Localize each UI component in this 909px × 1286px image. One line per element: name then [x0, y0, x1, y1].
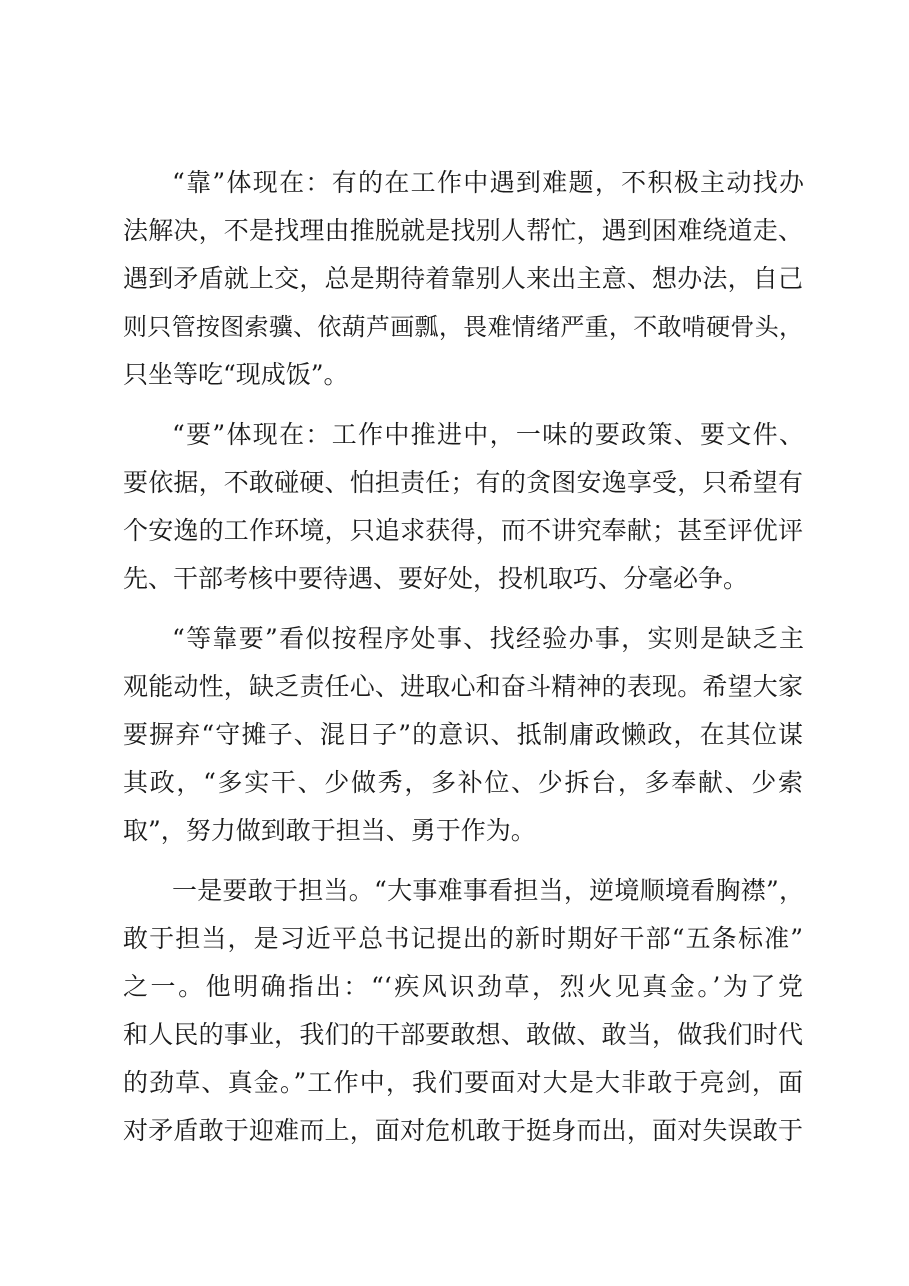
paragraph-1-line-1: “靠”体现在：有的在工作中遇到难题，不积极主动找办	[172, 168, 804, 197]
paragraph-3-line-3: 要摒弃“守摊子、混日子”的意识、抵制庸政懒政，在其位谋	[123, 720, 803, 749]
paragraph-3-line-4: 其政，“多实干、少做秀，多补位、少拆台，多奉献、少索	[123, 768, 803, 797]
paragraph-1-line-2: 法解决，不是找理由推脱就是找别人帮忙，遇到困难绕道走、	[123, 216, 803, 245]
paragraph-3-line-2: 观能动性，缺乏责任心、进取心和奋斗精神的表现。希望大家	[123, 672, 803, 701]
paragraph-1-line-5: 只坐等吃“现成饭”。	[123, 360, 349, 389]
paragraph-4-line-4: 和人民的事业，我们的干部要敢想、敢做、敢当，做我们时代	[123, 1020, 803, 1049]
paragraph-4-line-1: 一是要敢于担当。“大事难事看担当，逆境顺境看胸襟”，	[172, 876, 804, 905]
paragraph-2-line-3: 个安逸的工作环境，只追求获得，而不讲究奉献；甚至评优评	[123, 516, 803, 545]
paragraph-3-line-5: 取”，努力做到敢于担当、勇于作为。	[123, 816, 536, 845]
paragraph-2-line-1: “要”体现在：工作中推进中，一味的要政策、要文件、	[172, 420, 804, 449]
paragraph-4-line-6: 对矛盾敢于迎难而上，面对危机敢于挺身而出，面对失误敢于	[123, 1116, 803, 1145]
paragraph-4-line-5: 的劲草、真金。”工作中，我们要面对大是大非敢于亮剑，面	[123, 1068, 803, 1097]
paragraph-4-line-2: 敢于担当，是习近平总书记提出的新时期好干部“五条标准”	[123, 924, 803, 953]
paragraph-1-line-3: 遇到矛盾就上交，总是期待着靠别人来出主意、想办法，自己	[123, 264, 803, 293]
paragraph-2-line-4: 先、干部考核中要待遇、要好处，投机取巧、分毫必争。	[123, 564, 749, 593]
paragraph-2-line-2: 要依据，不敢碰硬、怕担责任；有的贪图安逸享受，只希望有	[123, 468, 803, 497]
paragraph-4-line-3: 之一。他明确指出：“‘疾风识劲草，烈火见真金。’为了党	[123, 972, 803, 1001]
paragraph-1-line-4: 则只管按图索骥、依葫芦画瓢，畏难情绪严重，不敢啃硬骨头，	[123, 313, 803, 341]
paragraph-3-line-1: “等靠要”看似按程序处事、找经验办事，实则是缺乏主	[172, 624, 804, 653]
